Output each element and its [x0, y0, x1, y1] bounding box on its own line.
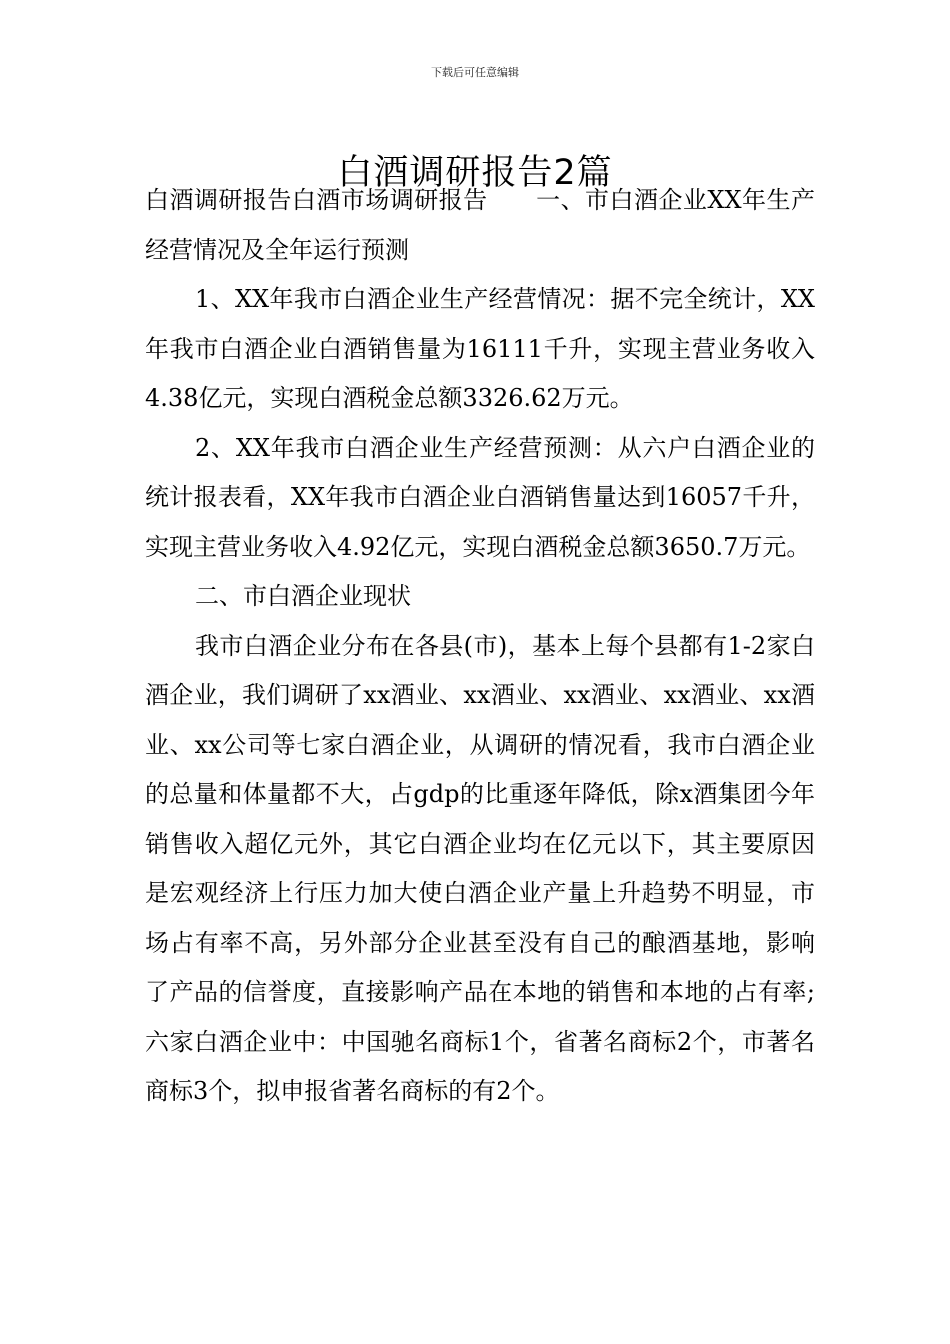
document-body [145, 176, 815, 1117]
section-heading-1: 一、市白酒企业XX年生产经营情况及全年运行预测 [145, 186, 816, 264]
section-heading-2: 二、市白酒企业现状 [195, 582, 411, 610]
page-title: 白酒调研报告2篇 [337, 153, 613, 194]
paragraph-3: 我市白酒企业分布在各县(市)，基本上每个县都有1-2家白酒企业，我们调研了xx酒业、xx酒业、xx酒业、xx酒业、xx酒业、xx公司等七家白酒企业，从调研的情况看，我市白酒企业的总量和体量都不大，占gdp的比重逐年降低，除x酒集团今年销售收入超亿元外，其它白酒企业均在亿元以下，其主要原因是宏观经济上行压力加大使白酒企业产量上升趋势不明显，市场占有率不高，另外部分企业甚至没有自己的酿酒基地，影响了产品的信誉度，直接影响产品在本地的销售和本地的占有率;六家白酒企业中：中国驰名商标1个，省著名商标2个，市著名商标3个，拟申报省著名商标的有2个。 [145, 631, 815, 1105]
paragraph-2: 2、XX年我市白酒企业生产经营预测：从六户白酒企业的统计报表看，XX年我市白酒企业白酒销售量达到16057千升，实现主营业务收入4.92亿元，实现白酒税金总额3650.7万元。 [145, 433, 815, 561]
header-note: 下载后可任意编辑 [431, 66, 519, 79]
intro-heading: 白酒调研报告白酒市场调研报告 [145, 186, 488, 214]
intro-paragraph [145, 176, 815, 275]
paragraph-1: 1、XX年我市白酒企业生产经营情况：据不完全统计，XX年我市白酒企业白酒销售量为16111千升，实现主营业务收入4.38亿元，实现白酒税金总额3326.62万元。 [145, 285, 815, 412]
